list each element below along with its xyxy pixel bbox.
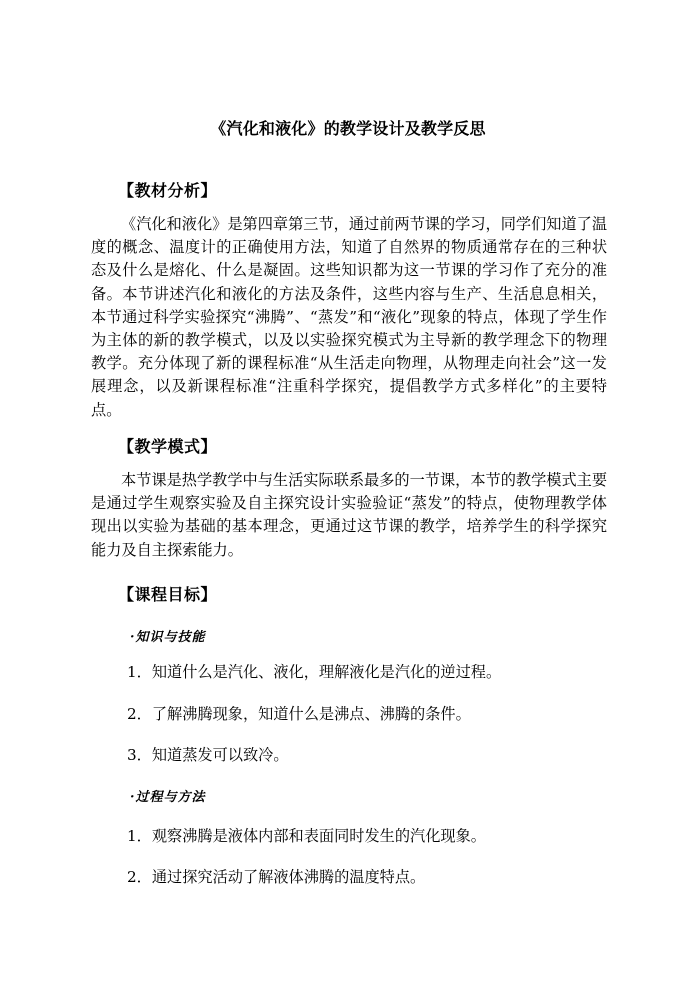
subheading-knowledge-skills: ·知识与技能 [130, 630, 206, 645]
section-heading-goals: 【课程目标】 [118, 585, 218, 604]
knowledge-item-2: 2．了解沸腾现象，知道什么是沸点、沸腾的条件。 [127, 705, 471, 723]
subheading-process-methods: ·过程与方法 [130, 790, 206, 805]
section-heading-material: 【教材分析】 [118, 181, 218, 200]
document-title: 《汽化和液化》的教学设计及教学反思 [210, 119, 486, 138]
material-analysis-paragraph: 《汽化和液化》是第四章第三节，通过前两节课的学习，同学们知道了温度的概念、温度计的正确使用方法，知道了自然界的物质通常存在的三种状态及什么是熔化、什么是凝固。这些知识都为这一节课的学习作了充分的准备。本节讲述汽化和液化的方法及条件，这些内容与生产、生活息息相关，本节通过科学实验探究“沸腾”、“蒸发”和“液化”现象的特点，体现了学生作为主体的新的教学模式，以及以实验探究模式为主导新的教学理念下的物理教学。充分体现了新的课程标准“从生活走向物理，从物理走向社会”这一发展理念，以及新课程标准“注重科学探究，提倡教学方式多样化”的主要特点。 [91, 215, 607, 419]
process-item-2: 2．通过探究活动了解液体沸腾的温度特点。 [127, 868, 426, 886]
teaching-mode-paragraph: 本节课是热学教学中与生活实际联系最多的一节课，本节的教学模式主要是通过学生观察实验及自主探究设计实验验证“蒸发”的特点，使物理教学体现出以实验为基础的基本理念，更通过这节课的教学，培养学生的科学探究能力及自主探索能力。 [91, 471, 607, 559]
process-item-1: 1．观察沸腾是液体内部和表面同时发生的汽化现象。 [127, 827, 486, 845]
section-heading-mode: 【教学模式】 [118, 437, 218, 456]
knowledge-item-3: 3．知道蒸发可以致冷。 [127, 746, 289, 764]
knowledge-item-1: 1．知道什么是汽化、液化，理解液化是汽化的逆过程。 [127, 663, 502, 681]
